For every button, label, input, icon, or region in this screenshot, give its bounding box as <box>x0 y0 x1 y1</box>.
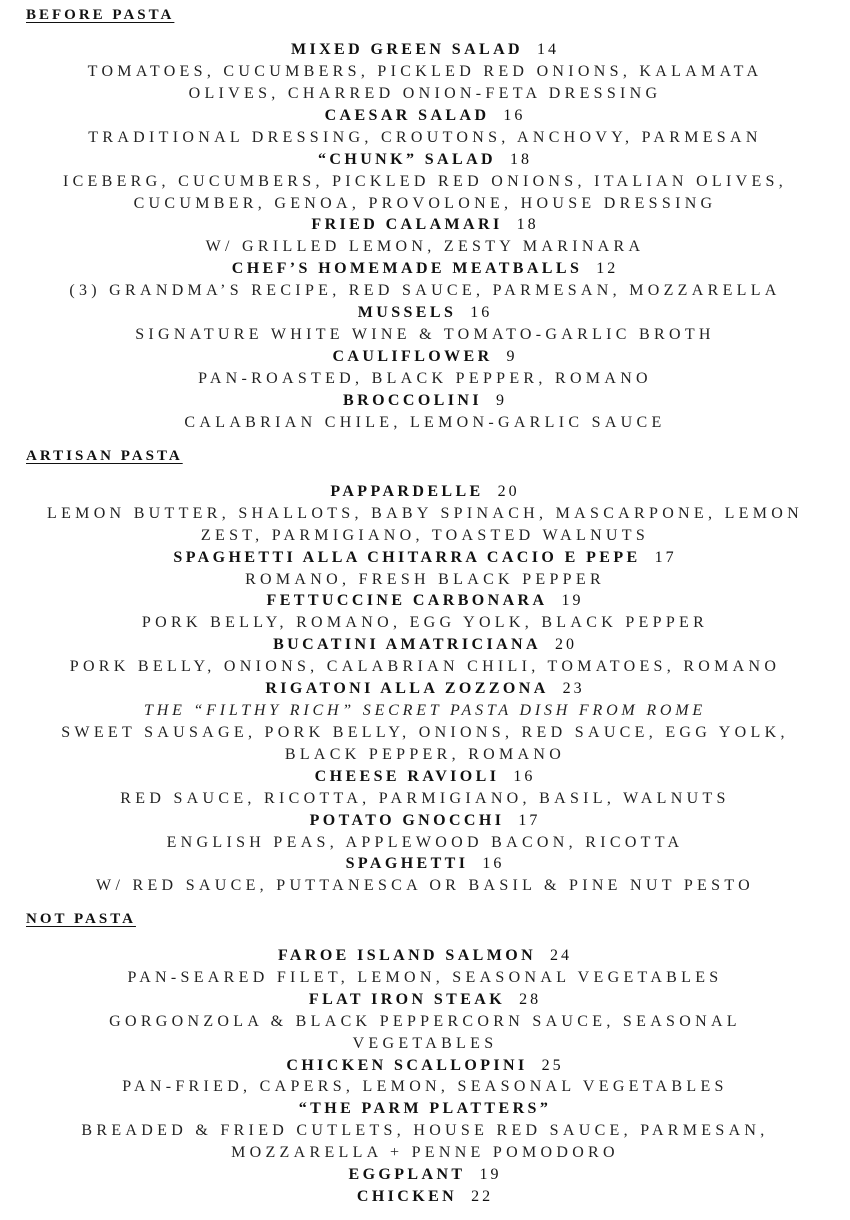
item-name: FAROE ISLAND SALMON <box>277 947 537 964</box>
section-header-before-pasta: BEFORE PASTA <box>26 7 175 23</box>
item-price: 12 <box>596 260 619 277</box>
menu-item-broccolini <box>0 391 850 411</box>
item-price: 18 <box>516 216 539 233</box>
menu-item-cacio-e-pepe <box>0 548 850 568</box>
item-description: ROMANO, FRESH BLACK PEPPER <box>245 571 605 588</box>
menu-item-bucatini-amatriciana <box>0 635 850 655</box>
menu-item-cheese-ravioli <box>0 767 850 787</box>
item-price: 17 <box>518 812 541 829</box>
menu-item-eggplant <box>0 1165 850 1185</box>
item-name: “CHUNK” SALAD <box>318 151 496 168</box>
menu-item-fried-calamari <box>0 215 850 235</box>
item-name: MIXED GREEN SALAD <box>290 41 524 58</box>
item-price: 22 <box>471 1188 494 1205</box>
item-price: 20 <box>554 636 577 653</box>
item-description: PAN-SEARED FILET, LEMON, SEASONAL VEGETABLES <box>127 969 723 986</box>
item-name: FRIED CALAMARI <box>311 216 503 233</box>
item-name: RIGATONI ALLA ZOZZONA <box>265 680 549 697</box>
menu-item-mixed-green-salad <box>0 40 850 60</box>
item-description: BREADED & FRIED CUTLETS, HOUSE RED SAUCE, PARMESAN, <box>81 1122 769 1139</box>
item-description: SWEET SAUSAGE, PORK BELLY, ONIONS, RED SAUCE, EGG YOLK, <box>61 724 789 741</box>
menu-item-pappardelle <box>0 482 850 502</box>
item-description: BLACK PEPPER, ROMANO <box>284 746 566 763</box>
menu-item-parm-platters <box>0 1099 850 1119</box>
item-description: CUCUMBER, GENOA, PROVOLONE, HOUSE DRESSING <box>133 195 717 212</box>
item-description: MOZZARELLA + PENNE POMODORO <box>231 1144 619 1161</box>
item-name: POTATO GNOCCHI <box>309 812 505 829</box>
menu-item-flat-iron-steak <box>0 990 850 1010</box>
item-description: TRADITIONAL DRESSING, CROUTONS, ANCHOVY, PARMESAN <box>88 129 762 146</box>
item-price: 16 <box>503 107 526 124</box>
item-price: 16 <box>513 768 536 785</box>
item-price: 25 <box>541 1057 564 1074</box>
item-name: CAESAR SALAD <box>324 107 490 124</box>
menu-item-faroe-island-salmon <box>0 946 850 966</box>
item-description: SIGNATURE WHITE WINE & TOMATO-GARLIC BROTH <box>135 326 715 343</box>
menu-item-meatballs <box>0 259 850 279</box>
menu-item-potato-gnocchi <box>0 811 850 831</box>
item-name: FETTUCCINE CARBONARA <box>266 592 548 609</box>
item-name: FLAT IRON STEAK <box>308 991 506 1008</box>
item-name: “THE PARM PLATTERS” <box>298 1100 552 1117</box>
menu-item-chunk-salad <box>0 150 850 170</box>
item-tagline: THE “FILTHY RICH” SECRET PASTA DISH FROM ROME <box>144 702 706 719</box>
item-price: 18 <box>510 151 532 168</box>
menu-item-chicken-scallopini <box>0 1056 850 1076</box>
item-description: GORGONZOLA & BLACK PEPPERCORN SAUCE, SEASONAL <box>109 1013 741 1030</box>
item-price: 19 <box>561 592 584 609</box>
item-description: PORK BELLY, ONIONS, CALABRIAN CHILI, TOMATOES, ROMANO <box>69 658 781 675</box>
item-price: 19 <box>479 1166 502 1183</box>
item-name: SPAGHETTI ALLA CHITARRA CACIO E PEPE <box>173 549 641 566</box>
item-description: TOMATOES, CUCUMBERS, PICKLED RED ONIONS, KALAMATA <box>87 63 763 80</box>
menu-item-fettuccine-carbonara <box>0 591 850 611</box>
menu-item-cauliflower <box>0 347 850 367</box>
item-description: ENGLISH PEAS, APPLEWOOD BACON, RICOTTA <box>166 834 684 851</box>
item-name: CHEESE RAVIOLI <box>314 768 500 785</box>
item-price: 20 <box>497 483 520 500</box>
item-price: 9 <box>506 348 518 365</box>
item-description: VEGETABLES <box>352 1035 498 1052</box>
item-description: PAN-FRIED, CAPERS, LEMON, SEASONAL VEGETABLES <box>122 1078 728 1095</box>
item-name: CHICKEN <box>356 1188 458 1205</box>
item-name: CAULIFLOWER <box>332 348 493 365</box>
item-description: ZEST, PARMIGIANO, TOASTED WALNUTS <box>200 527 650 544</box>
item-name: EGGPLANT <box>348 1166 466 1183</box>
item-description: CALABRIAN CHILE, LEMON-GARLIC SAUCE <box>184 414 666 431</box>
item-description: OLIVES, CHARRED ONION-FETA DRESSING <box>188 85 662 102</box>
item-price: 14 <box>537 41 560 58</box>
item-price: 24 <box>550 947 573 964</box>
menu-item-mussels <box>0 303 850 323</box>
item-description: ICEBERG, CUCUMBERS, PICKLED RED ONIONS, ITALIAN OLIVES, <box>62 173 788 190</box>
item-name: MUSSELS <box>357 304 457 321</box>
item-name: CHEF’S HOMEMADE MEATBALLS <box>231 260 583 277</box>
item-name: CHICKEN SCALLOPINI <box>286 1057 528 1074</box>
item-name: BUCATINI AMATRICIANA <box>273 636 541 653</box>
section-header-not-pasta: NOT PASTA <box>26 911 136 927</box>
item-description: LEMON BUTTER, SHALLOTS, BABY SPINACH, MASCARPONE, LEMON <box>47 505 803 522</box>
item-description: W/ RED SAUCE, PUTTANESCA OR BASIL & PINE NUT PESTO <box>96 877 754 894</box>
menu-item-spaghetti <box>0 854 850 874</box>
item-price: 23 <box>562 680 585 697</box>
item-name: BROCCOLINI <box>343 392 482 409</box>
item-description: W/ GRILLED LEMON, ZESTY MARINARA <box>205 238 645 255</box>
menu-item-chicken <box>0 1187 850 1207</box>
item-description: PAN-ROASTED, BLACK PEPPER, ROMANO <box>198 370 652 387</box>
item-price: 28 <box>519 991 542 1008</box>
item-name: PAPPARDELLE <box>330 483 484 500</box>
item-description: PORK BELLY, ROMANO, EGG YOLK, BLACK PEPPER <box>141 614 709 631</box>
item-description: RED SAUCE, RICOTTA, PARMIGIANO, BASIL, WALNUTS <box>120 790 730 807</box>
item-price: 16 <box>482 855 505 872</box>
menu-item-caesar-salad <box>0 106 850 126</box>
item-description: (3) GRANDMA’S RECIPE, RED SAUCE, PARMESAN, MOZZARELLA <box>69 282 781 299</box>
item-price: 17 <box>654 549 677 566</box>
menu-item-rigatoni-zozzona <box>0 679 850 699</box>
item-name: SPAGHETTI <box>345 855 469 872</box>
item-price: 16 <box>470 304 493 321</box>
section-header-artisan-pasta: ARTISAN PASTA <box>26 448 183 464</box>
item-price: 9 <box>495 392 507 409</box>
